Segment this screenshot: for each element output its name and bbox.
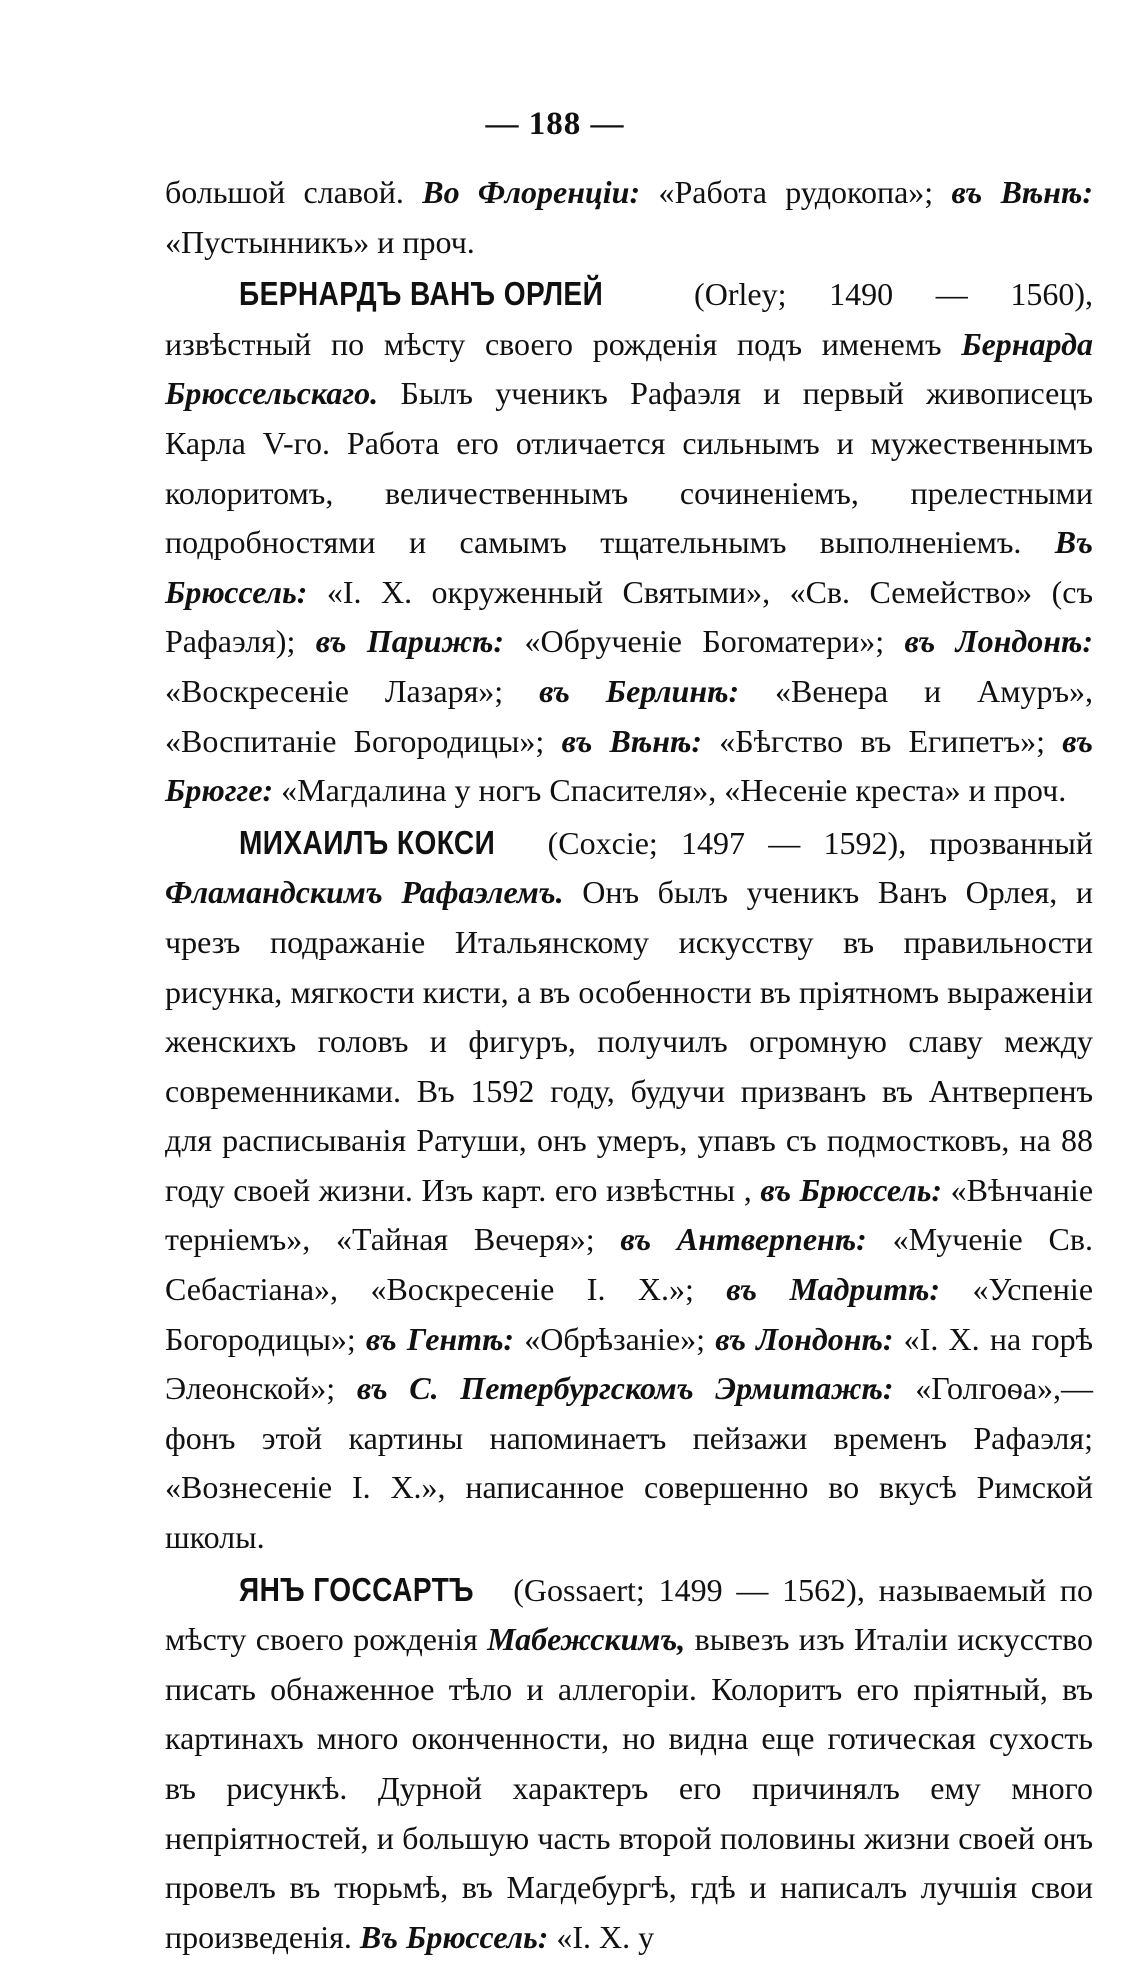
text-run: «Пустынникъ» и проч. (165, 223, 475, 260)
location-label: въ Вѣнѣ: (951, 174, 1094, 210)
paragraph-coxcie (165, 818, 1093, 1563)
location-label: Въ Брюссель: (165, 524, 1093, 610)
location-label: въ Парижѣ: (315, 623, 505, 660)
location-label: въ Лондонѣ: (904, 623, 1094, 660)
text-run: «Обрѣзаніе»; (514, 1320, 716, 1357)
text-run: «І. Х. у (548, 1918, 655, 1955)
text-run: «Венера и Амуръ», «Воспитаніе Богородицы»; (165, 672, 1094, 759)
location-label: въ Брюссель: (760, 1171, 943, 1208)
text-run: «Бѣгство въ Египетъ»; (701, 722, 1063, 759)
location-label: Во Флоренціи: (422, 174, 641, 210)
text-run: Онъ былъ ученикъ Ванъ Орлея, и чрезъ подражаніе Итальянскому искусству въ правильности рисунка, мягкости кисти, а въ особенности въ пріятномъ выраженіи женскихъ головъ и фигуръ, получилъ огромную славу между современниками. Въ 1592 году, будучи призванъ въ Антверпенъ для расписыванія Ратуши, онъ умеръ, упавъ съ подмостковъ, на 88 году своей жизни. Изъ карт. его извѣстны , (165, 874, 1094, 1208)
location-label: въ Гентѣ: (365, 1320, 515, 1357)
artist-name: МИХАИЛЪ КОКСИ (239, 823, 496, 861)
text-run: (Orley; 1490 — 1560), извѣстный по мѣсту своего рожденія подъ именемъ (165, 276, 1093, 362)
location-label: въ Антверпенѣ: (620, 1221, 867, 1258)
text-run: (Gossaert; 1499 — 1562), называемый по мѣсту своего рожденія (165, 1571, 1093, 1658)
location-label: въ Мадритѣ: (726, 1271, 941, 1308)
text-run: «Магдалина у ногъ Спасителя», «Несеніе креста» и проч. (273, 772, 1067, 809)
paragraph-continuation (165, 168, 1093, 267)
text-run: «Вѣнчаніе терніемъ», «Тайная Вечеря»; (165, 1171, 1094, 1258)
page-body (165, 168, 1093, 1962)
italic-name: Бернарда Брюссельскаго. (165, 325, 1093, 412)
text-run: «Успеніе Богородицы»; (165, 1271, 1094, 1357)
location-label: въ Вѣнѣ: (561, 722, 702, 759)
text-run: вывезъ изъ Италіи искусство писать обнаженное тѣло и аллегоріи. Колоритъ его пріятный, въ картинахъ много оконченности, но видна еще готическая сухость въ рисункѣ. Дурной характеръ его причинялъ ему много непріятностей, и большую часть второй половины жизни своей онъ провелъ въ тюрьмѣ, въ Магдебургѣ, гдѣ и написалъ лучшія свои произведенія. (165, 1621, 1094, 1955)
text-run: «Работа рудокопа»; (640, 174, 952, 210)
artist-name: ЯНЪ ГОССАРТЪ (239, 1570, 474, 1608)
page-number: — 188 — (485, 106, 625, 142)
text-run: (Coxcie; 1497 — 1592), прозванный (524, 824, 1093, 861)
text-run: «Обрученіе Богоматери»; (504, 623, 905, 660)
text-run: «Воскресеніе Лазаря»; (165, 672, 540, 709)
text-run: «І. Х. на горѣ Элеонской»; (165, 1320, 1094, 1407)
text-run: большой славой. (165, 174, 423, 210)
italic-name: Мабежскимъ, (487, 1621, 686, 1658)
location-label: въ Лондонѣ: (715, 1320, 894, 1357)
text-run: «Мученіе Св. Себастіана», «Воскресеніе І. Х.»; (165, 1221, 1093, 1308)
text-run: «І. Х. окруженный Святыми», «Св. Семейство» (съ Рафаэля); (165, 573, 1093, 660)
text-run: «Голгоѳа»,—фонъ этой картины напоминаетъ пейзажи временъ Рафаэля; «Вознесеніе І. Х.», написанное совершенно во вкусѣ Римской школы. (165, 1370, 1094, 1556)
location-label: Въ Брюссель: (359, 1918, 549, 1955)
location-label: въ Брюгге: (165, 722, 1094, 809)
artist-name: БЕРНАРДЪ ВАНЪ ОРЛЕЙ (239, 275, 604, 313)
paragraph-orley (165, 269, 1093, 816)
location-label: въ С. Петербургскомъ Эрмитажѣ: (356, 1370, 894, 1407)
italic-name: Фламандскимъ Рафаэлемъ. (165, 874, 564, 911)
location-label: въ Берлинѣ: (539, 672, 740, 709)
text-run: Былъ ученикъ Рафаэля и первый живописецъ Карла V-го. Работа его отличается сильнымъ и мужественнымъ колоритомъ, величественнымъ сочиненіемъ, прелестными подробностями и самымъ тщательнымъ выполненіемъ. (165, 375, 1093, 561)
paragraph-gossaert (165, 1565, 1093, 1962)
